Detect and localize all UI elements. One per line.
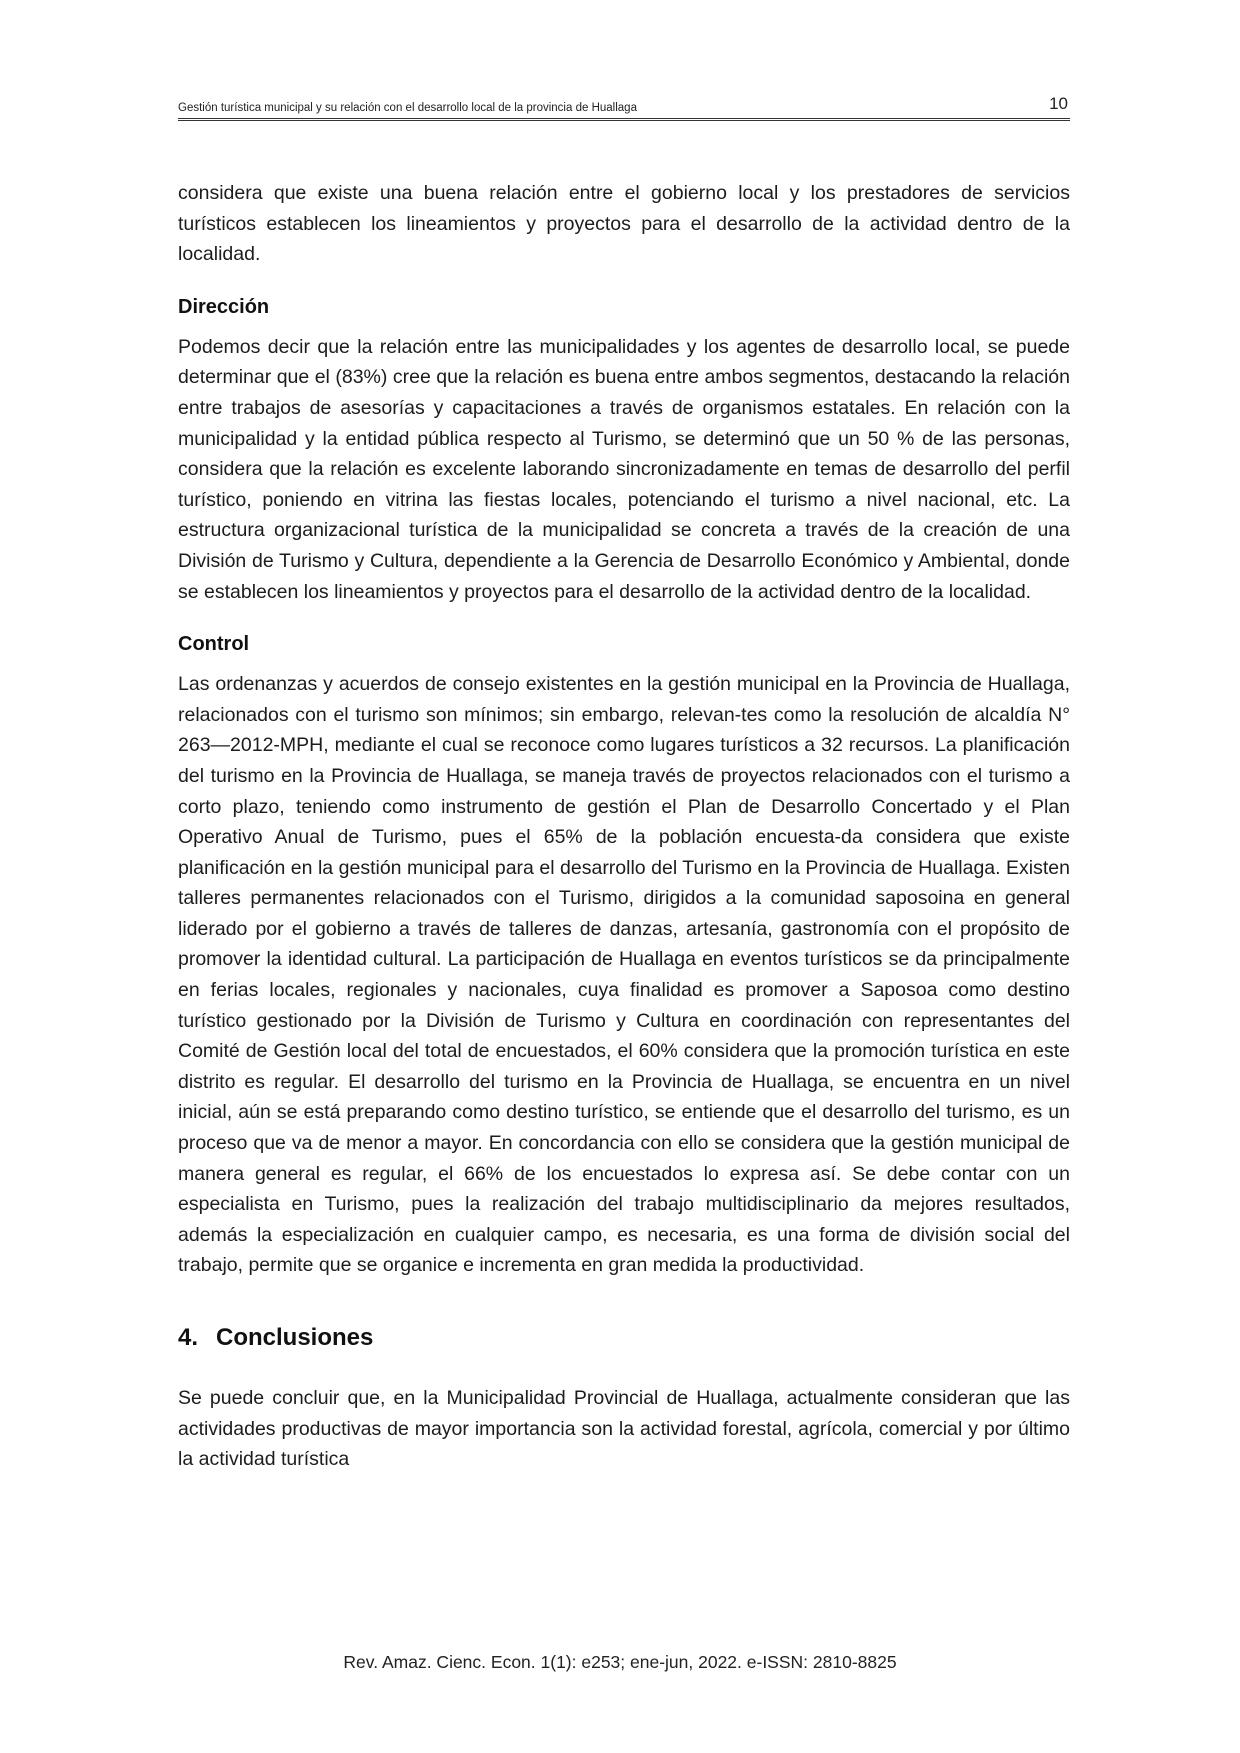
journal-footer: Rev. Amaz. Cienc. Econ. 1(1): e253; ene-jun, 2022. e-ISSN: 2810-8825	[343, 1652, 897, 1672]
intro-paragraph: considera que existe una buena relación entre el gobierno local y los prestadores de servicios turísticos establecen los lineamientos y proyectos para el desarrollo de la actividad dentro de la localidad.	[178, 182, 1070, 266]
direccion-heading: Dirección	[178, 295, 270, 318]
conclusiones-paragraph: Se puede concluir que, en la Municipalidad Provincial de Huallaga, actualmente consideran que las actividades productivas de mayor importancia son la actividad forestal, agrícola, comercial y por último la actividad turística	[178, 1387, 1070, 1471]
running-title: Gestión turística municipal y su relación con el desarrollo local de la provincia de Huallaga	[178, 102, 637, 114]
running-header	[178, 92, 1070, 121]
conclusiones-heading	[178, 1323, 1070, 1353]
section-number: 4.	[178, 1324, 199, 1351]
section-title: Conclusiones	[216, 1324, 374, 1351]
page-number: 10	[1049, 94, 1068, 113]
control-heading: Control	[178, 633, 250, 656]
main-content	[178, 178, 1070, 1475]
direccion-paragraph: Podemos decir que la relación entre las municipalidades y los agentes de desarrollo local, se puede determinar que el (83%) cree que la relación es buena entre ambos segmentos, destacando la relación entre trabajos de asesorías y capacitaciones a través de organismos estatales. En relación con la municipalidad y la entidad pública respecto al Turismo, se determinó que un 50 % de las personas, considera que la relación es excelente laborando sincronizadamente en temas de desarrollo del perfil turístico, poniendo en vitrina las fiestas locales, potenciando el turismo a nivel nacional, etc. La estructura organizacional turística de la municipalidad se concreta a través de la creación de una División de Turismo y Cultura, dependiente a la Gerencia de Desarrollo Económico y Ambiental, donde se establecen los lineamientos y proyectos para el desarrollo de la actividad dentro de la localidad.	[178, 335, 1070, 603]
control-paragraph: Las ordenanzas y acuerdos de consejo existentes en la gestión municipal en la Provincia de Huallaga, relacionados con el turismo son mínimos; sin embargo, relevan-tes como la resolución de alcaldía N° 263—2012-MPH, mediante el cual se reconoce como lugares turísticos a 32 recursos. La planificación del turismo en la Provincia de Huallaga, se maneja través de proyectos relacionados con el turismo a corto plazo, teniendo como instrumento de gestión el Plan de Desarrollo Concertado y el Plan Operativo Anual de Turismo, pues el 65% de la población encuesta-da considera que existe planificación en la gestión municipal para el desarrollo del Turismo en la Provincia de Huallaga. Existen talleres permanentes relacionados con el Turismo, dirigidos a la comunidad saposoina en general liderado por el gobierno a través de talleres de danzas, artesanía, gastronomía con el propósito de promover la identidad cultural. La participación de Huallaga en eventos turísticos se da principalmente en ferias locales, regionales y nacionales, cuya finalidad es promover a Saposoa como destino turístico gestionado por la División de Turismo y Cultura en coordinación con representantes del Comité de Gestión local del total de encuestados, el 60% considera que la promoción turística en este distrito es regular. El desarrollo del turismo en la Provincia de Huallaga, se encuentra en un nivel inicial, aún se está preparando como destino turístico, se entiende que el desarrollo del turismo, es un proceso que va de menor a mayor. En concordancia con ello se considera que la gestión municipal de manera general es regular, el 66% de los encuestados lo expresa así. Se debe contar con un especialista en Turismo, pues la realización del trabajo multidisciplinario da mejores resultados, además la especialización en cualquier campo, es necesaria, es una forma de división social del trabajo, permite que se organice e incrementa en gran medida la productividad.	[178, 673, 1070, 1277]
